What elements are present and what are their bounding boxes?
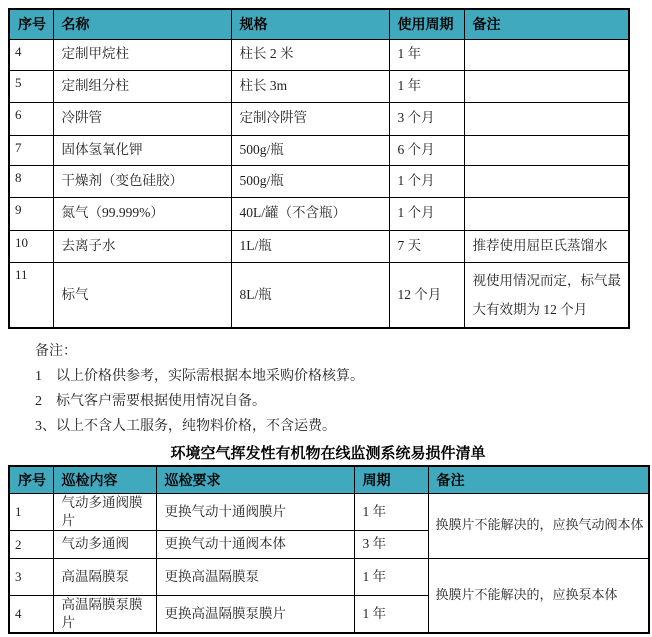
cell-period: 1 年: [354, 558, 428, 595]
row-no: 4: [9, 595, 53, 633]
inspection-table: [8, 465, 650, 634]
t1-col-period-header: 使用周期: [389, 9, 464, 39]
table-row: [9, 197, 629, 230]
cell-content: 高温隔膜泵: [53, 558, 156, 595]
cell-spec: 定制冷阱管: [231, 102, 389, 135]
notes-label: 备注：: [35, 344, 77, 359]
cell-period: 3 年: [354, 530, 428, 558]
cell-name: 冷阱管: [53, 102, 231, 135]
cell-note: [464, 197, 629, 230]
t2-col-requirement-header: 巡检要求: [156, 466, 354, 493]
cell-note: 推荐使用屈臣氏蒸馏水: [464, 230, 629, 262]
row-no: 1: [9, 493, 53, 530]
row-no: 2: [9, 530, 53, 558]
t1-col-note-header: 备注: [464, 9, 629, 39]
cell-content: 气动多通阀: [53, 530, 156, 558]
row-no: 9: [9, 197, 53, 230]
cell-spec: 柱长 2 米: [231, 39, 389, 70]
cell-name: 定制组分柱: [53, 70, 231, 102]
row-no: 6: [9, 102, 53, 135]
cell-period: 1 个月: [389, 165, 464, 197]
cell-period: 12 个月: [389, 262, 464, 328]
cell-period: 3 个月: [389, 102, 464, 135]
cell-name: 定制甲烷柱: [53, 39, 231, 70]
cell-requirement: 更换高温隔膜泵膜片: [156, 595, 354, 633]
cell-period: 6 个月: [389, 135, 464, 165]
table-row: [9, 493, 649, 530]
table-row: [9, 558, 649, 595]
table-row: [9, 135, 629, 165]
cell-note: [464, 39, 629, 70]
t1-col-spec-header: 规格: [231, 9, 389, 39]
cell-merged-note: 换膜片不能解决的，应换泵本体: [428, 558, 649, 633]
cell-requirement: 更换气动十通阀膜片: [156, 493, 354, 530]
cell-content: 高温隔膜泵膜片: [53, 595, 156, 633]
section-title: 环境空气挥发性有机物在线监测系统易损件清单: [170, 445, 486, 462]
cell-spec: 500g/瓶: [231, 135, 389, 165]
cell-name: 干燥剂（变色硅胶）: [53, 165, 231, 197]
row-no: 7: [9, 135, 53, 165]
cell-note: [464, 165, 629, 197]
note-item: 1 以上价格供参考，实际需根据本地采购价格核算。: [35, 369, 364, 384]
cell-period: 1 个月: [389, 197, 464, 230]
t1-col-name-header: 名称: [53, 9, 231, 39]
t1-col-no-header: 序号: [9, 9, 53, 39]
cell-note: [464, 135, 629, 165]
cell-note: [464, 102, 629, 135]
consumables-table: [8, 8, 630, 329]
table-row: [9, 230, 629, 262]
cell-requirement: 更换高温隔膜泵: [156, 558, 354, 595]
row-no: 11: [9, 262, 53, 328]
cell-spec: 柱长 3m: [231, 70, 389, 102]
row-no: 3: [9, 558, 53, 595]
cell-merged-note: 换膜片不能解决的，应换气动阀本体: [428, 493, 649, 558]
t2-col-period-header: 周期: [354, 466, 428, 493]
table-row: [9, 165, 629, 197]
inspection-header-row: [9, 466, 649, 493]
cell-note: [464, 70, 629, 102]
table-row: [9, 70, 629, 102]
document-page: [0, 8, 652, 634]
note-item: 3、以上不含人工服务，纯物料价格，不含运费。: [35, 419, 336, 434]
cell-period: 1 年: [389, 39, 464, 70]
row-no: 5: [9, 70, 53, 102]
cell-spec: 1L/瓶: [231, 230, 389, 262]
table-row: [9, 102, 629, 135]
row-no: 4: [9, 39, 53, 70]
cell-note: 视使用情况而定，标气最大有效期为 12 个月: [464, 262, 629, 328]
row-no: 8: [9, 165, 53, 197]
cell-content: 气动多通阀膜片: [53, 493, 156, 530]
row-no: 10: [9, 230, 53, 262]
cell-spec: 500g/瓶: [231, 165, 389, 197]
cell-name: 氮气（99.999%）: [53, 197, 231, 230]
cell-period: 7 天: [389, 230, 464, 262]
consumables-header-row: [9, 9, 629, 39]
cell-spec: 8L/瓶: [231, 262, 389, 328]
cell-name: 去离子水: [53, 230, 231, 262]
cell-period: 1 年: [354, 493, 428, 530]
cell-period: 1 年: [354, 595, 428, 633]
table-row: [9, 39, 629, 70]
cell-requirement: 更换气动十通阀本体: [156, 530, 354, 558]
cell-spec: 40L/罐（不含瓶）: [231, 197, 389, 230]
cell-period: 1 年: [389, 70, 464, 102]
table-row: [9, 262, 629, 328]
t2-col-no-header: 序号: [9, 466, 53, 493]
cell-name: 标气: [53, 262, 231, 328]
note-item: 2 标气客户需要根据使用情况自备。: [35, 394, 266, 409]
cell-name: 固体氢氧化钾: [53, 135, 231, 165]
t2-col-note-header: 备注: [428, 466, 649, 493]
notes-section: [35, 339, 652, 439]
t2-col-content-header: 巡检内容: [53, 466, 156, 493]
